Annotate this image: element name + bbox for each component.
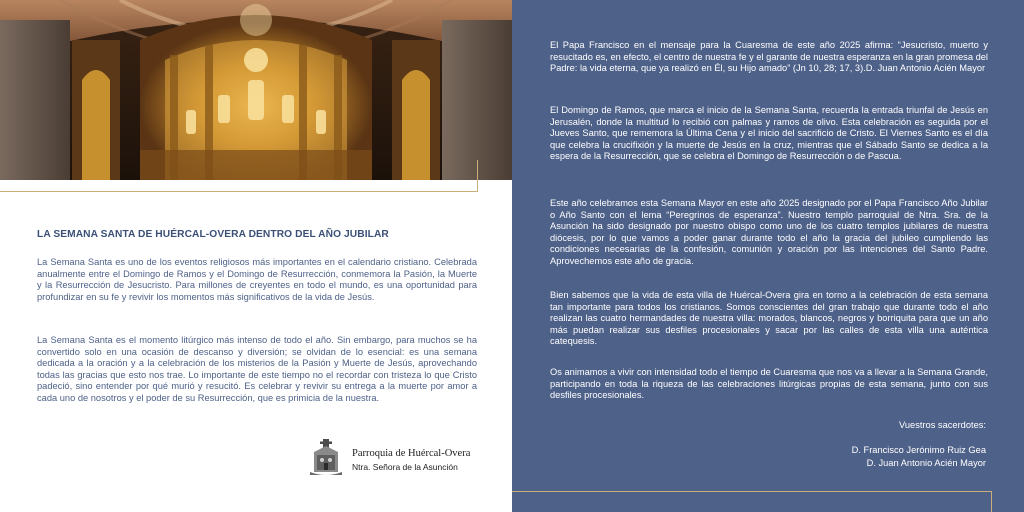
parish-subtitle: Ntra. Señora de la Asunción — [352, 462, 458, 472]
right-page — [512, 0, 1024, 512]
right-paragraph-5: Os animamos a vivir con intensidad todo el tiempo de Cuaresma que nos va a llevar a la Semana Grande, participando en toda la riqueza de las celebraciones litúrgicas propias de esta semana, junto con sus desfiles procesionales. — [550, 367, 988, 401]
church-altar-photo — [0, 0, 512, 180]
photo-frame-line — [0, 191, 478, 192]
frame-line-bottom — [512, 491, 992, 492]
signatory-1: D. Francisco Jerónimo Ruiz Gea — [851, 445, 986, 455]
signatory-2: D. Juan Antonio Acién Mayor — [866, 458, 986, 468]
right-paragraph-1: El Papa Francisco en el mensaje para la Cuaresma de este año 2025 afirma: “Jesucristo, muerto y resucitado es, en efecto, el centro de nuestra fe y el garante de nuestra esperanza en la gran promesa del Padre: la vida eterna, que ya realizó en Él, su Hijo amado” (Jn 10, 28; 17, 3).D. Juan Antonio Acién Mayor — [550, 40, 988, 74]
right-paragraph-3: Este año celebramos esta Semana Mayor en este año 2025 designado por el Papa Francisco Año Jubilar o Año Santo con el lema “Peregrinos de esperanza”. Nuestro templo parroquial de Ntra. Sra. de la Asunción ha sido designado por nuestro obispo como uno de los cuatro templos jubilares de nuestra diócesis, por lo que vamos a poder ganar durante todo el año la gracia del jubileo cumpliendo las condiciones necesarias de la confesión, comunión y oración por las intenciones del Santo Padre. Aprovechemos este año de gracia. — [550, 198, 988, 266]
closing-line: Vuestros sacerdotes: — [899, 420, 986, 430]
parish-name: Parroquia de Huércal-Overa — [352, 448, 471, 459]
page-heading: LA SEMANA SANTA DE HUÉRCAL-OVERA DENTRO DEL AÑO JUBILAR — [37, 229, 389, 240]
church-crest-icon — [308, 438, 344, 476]
left-paragraph-2: La Semana Santa es el momento litúrgico más intenso de todo el año. Sin embargo, para muchos se ha convertido solo en una ocasión de descanso y diversión; se olvidan de lo esencial: es una semana dedicada a la oración y a la celebración de los misterios de la Pasión y Muerte de Jesús, aprovechando todas las gracias que esto nos trae. Lo importante de este tiempo no el recordar con tristeza lo que Cristo padeció, sino entender por qué murió y resucitó. Es celebrar y revivir su entrega a la muerte por amor a cada uno de nosotros y el poder de su Resurrección, que es primicia de la nuestra. — [37, 335, 477, 403]
photo-frame-line-vertical — [477, 160, 478, 192]
right-paragraph-2: El Domingo de Ramos, que marca el inicio de la Semana Santa, recuerda la entrada triunfal de Jesús en Jerusalén, donde la multitud lo recibió con palmas y ramos de olivo. Esta celebración es seguida por el Jueves Santo, que rememora la Última Cena y el inicio del sacrificio de Cristo. El Viernes Santo es el día que celebra la crucifixión y la muerte de Jesús en la cruz, mientras que el Sábado Santo se dedica a la espera de la Resurrección, que se celebra el Domingo de Resurrección o de Pascua. — [550, 105, 988, 162]
right-paragraph-4: Bien sabemos que la vida de esta villa de Huércal-Overa gira en torno a la celebración de esta semana tan importante para todos los cristianos. Somos conscientes del gran trabajo que durante todo el año realizan las cuatro hermandades de nuestra villa: morados, blancos, negros y borriquita para que un año más puedan realizar sus desfiles procesionales y sacar por las calles de esta villa una auténtica catequesis. — [550, 290, 988, 347]
left-paragraph-1: La Semana Santa es uno de los eventos religiosos más importantes en el calendario cristiano. Celebrada anualmente entre el Domingo de Ramos y el Domingo de Resurrección, conmemora la Pasión, la Muerte y la Resurrección de Jesucristo. Para millones de creyentes en todo el mundo, es una oportunidad para profundizar en su fe y revivir los momentos más significativos de la vida de Jesús. — [37, 257, 477, 302]
frame-line-right — [991, 491, 992, 512]
